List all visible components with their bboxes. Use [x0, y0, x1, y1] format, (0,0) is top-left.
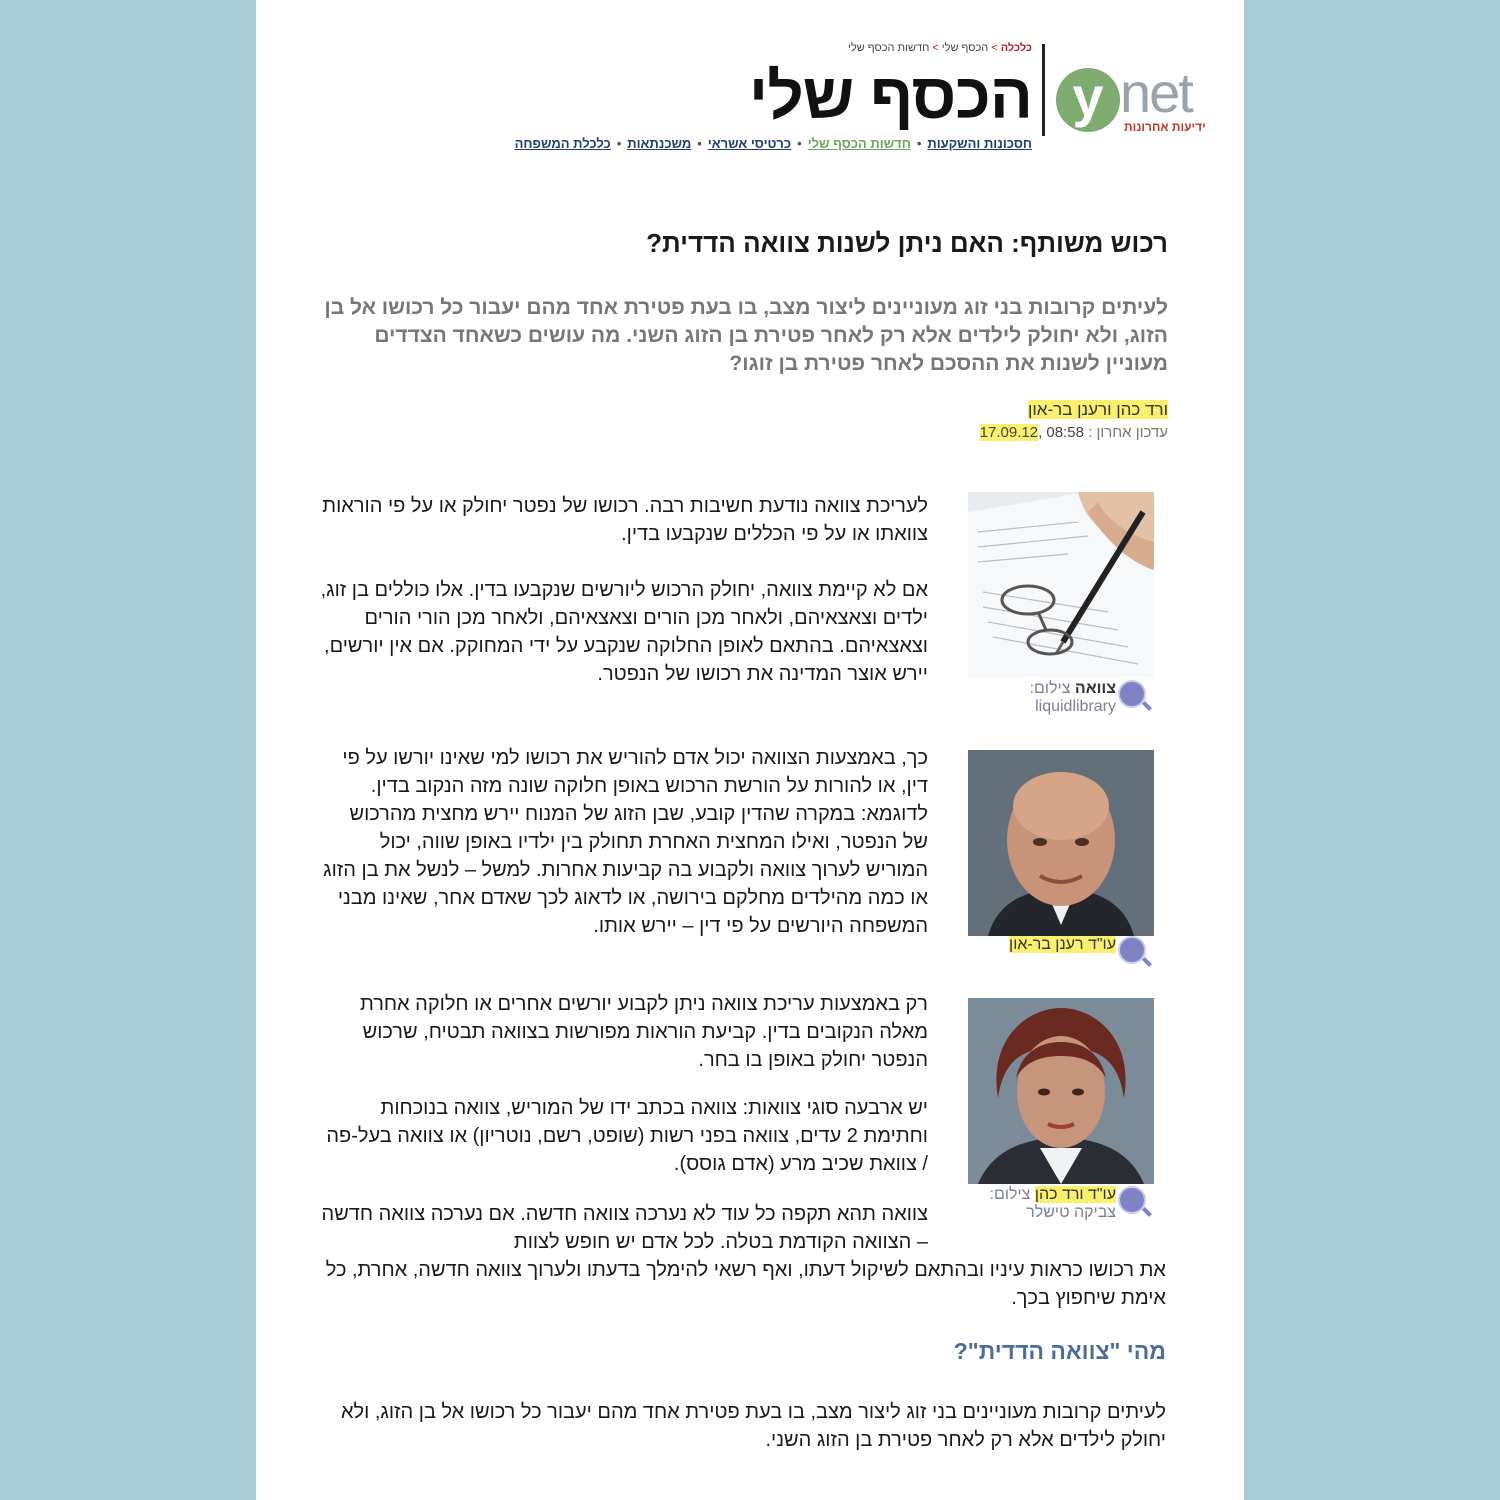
body-paragraph: כך, באמצעות הצוואה יכול אדם להוריש את רכושו למי שאינו יורשו על פי דין, או להורות על הורשת הרכוש באופן חלוקה שונה מזה הנקוב בדין. לדוגמא: במקרה שהדין קובע, שבן הזוג של המנוח יירש מחצית מהרכוש של הנפטר, ואילו המחצית האחרת תחולק בין ילדיו באופן שווה, יכול המוריש לערוך צוואה ולקבוע בה קביעות אחרות. למשל – לנשל את בן הזוג או כמה מהילדים מחלקם בירושה, או לדאוג לכך שאדם אחר, שאינו מבני המשפחה היורשים על פי דין – יירש אותו. [323, 747, 928, 937]
updated-date: 17.09.12 [979, 424, 1039, 441]
nav-savings-investments[interactable]: חסכונות והשקעות [927, 136, 1032, 151]
authors-name[interactable]: ורד כהן ורענן בר-און [1027, 400, 1168, 419]
author-photo-raanan-caption [968, 936, 1158, 954]
breadcrumb [776, 42, 1032, 54]
ynet-logo[interactable] [1056, 61, 1216, 138]
masthead-title: הכסף שלי [748, 60, 1032, 132]
body-paragraph: אם לא קיימת צוואה, יחולק הרכוש ליורשים שנקבעו בדין. אלו כוללים בן זוג, ילדים וצאצאיהם, ולאחר מכן הורים וצאצאיהם, ולאחר מכן הורי הורים וצאצאיהם. בהתאם לאופן החלוקה שנקבע על ידי המחוקק. אם אין יורשים, יירש אוצר המדינה את רכושו של הנפטר. [320, 579, 928, 685]
nav-dot: • [916, 136, 922, 151]
zoom-icon[interactable] [1118, 936, 1146, 964]
breadcrumb-my-money[interactable]: הכסף שלי [941, 42, 989, 54]
article-title: רכוש משותף: האם ניתן לשנות צוואה הדדית? [646, 228, 1168, 258]
caption-name: עו"ד רענן בר-און [1009, 936, 1116, 953]
nav-dot: • [797, 136, 802, 151]
caption-title: צוואה [1074, 680, 1116, 697]
section-heading: מהי "צוואה הדדית"? [953, 1338, 1166, 1364]
caption-name: עו"ד ורד כהן [1034, 1186, 1116, 1203]
breadcrumb-economy[interactable]: כלכלה [1000, 42, 1032, 54]
credit-label: צילום: [1029, 680, 1071, 697]
breadcrumb-separator: > [991, 42, 998, 54]
body-paragraph: צוואה תהא תקפה כל עוד לא נערכה צוואה חדשה. אם נערכה צוואה חדשה – הצוואה הקודמת בטלה. לכל אדם יש חופש לצוות [321, 1203, 928, 1253]
updated-label: עדכון אחרון : [1088, 424, 1168, 441]
photo-credit: liquidlibrary [1035, 698, 1116, 715]
zoom-icon[interactable] [1118, 1186, 1146, 1214]
article-lead: לעיתים קרובות בני זוג מעוניינים ליצור מצב, בו בעת פטירת אחד מהם יעבור כל רכושו אל בן הזוג, ולא יחולק לילדים אלא רק לאחר פטירת בן הזוג השני. מה עושים כשאחד הצדדים מעוניין לשנות את ההסכם לאחר פטירת בן זוגו? [324, 296, 1168, 375]
nav-my-money-news[interactable]: חדשות הכסף שלי [807, 136, 911, 151]
author-photo-vered[interactable] [968, 998, 1154, 1184]
nav-family-economy[interactable]: כלכלת המשפחה [514, 136, 611, 151]
photo-credit: צביקה טישלר [1026, 1204, 1116, 1221]
breadcrumb-my-money-news[interactable]: חדשות הכסף שלי [847, 42, 930, 54]
will-photo-caption [968, 680, 1158, 716]
updated-time: 08:58 , [1038, 424, 1084, 441]
will-photo[interactable] [968, 492, 1154, 678]
zoom-icon[interactable] [1118, 680, 1146, 708]
body-paragraph: לעיתים קרובות מעוניינים בני זוג ליצור מצב, בו בעת פטירת אחד מהם יעבור כל רכושו אל בן הזוג, ולא יחולק לילדים אלא רק לאחר פטירת בן הזוג השני. [340, 1401, 1166, 1451]
credit-label: צילום: [989, 1186, 1031, 1203]
logo-net-text: net [1120, 61, 1192, 124]
body-paragraph: רק באמצעות עריכת צוואה ניתן לקבוע יורשים אחרים או חלוקה אחרת מאלה הנקובים בדין. קביעת הוראות מפורשות בצוואה תבטיח, שרכוש הנפטר יחולק באופן בו בחר. [359, 993, 928, 1071]
nav-mortgages[interactable]: משכנתאות [627, 136, 692, 151]
article-page [256, 0, 1244, 1500]
author-photo-vered-caption [968, 1186, 1158, 1222]
logo-subtitle: ידיעות אחרונות [1124, 120, 1206, 134]
author-photo-raanan[interactable] [968, 750, 1154, 936]
breadcrumb-separator: > [932, 42, 939, 54]
masthead-divider [1042, 44, 1045, 136]
body-paragraph: את רכושו כראות עיניו ובהתאם לשיקול דעתו, ואף רשאי להימלך בדעתו ולערוך צוואה חדשה, אחרת, כל אימת שיחפוץ בכך. [325, 1259, 1166, 1309]
last-updated [316, 424, 1168, 441]
byline [316, 400, 1168, 420]
nav-credit-cards[interactable]: כרטיסי אשראי [707, 136, 792, 151]
nav-dot: • [616, 136, 622, 151]
section-nav [484, 136, 1032, 151]
nav-dot: • [697, 136, 702, 151]
body-paragraph: יש ארבעה סוגי צוואות: צוואה בכתב ידו של המוריש, צוואה בנוכחות וחתימת 2 עדים, צוואה בפני רשות (שופט, רשם, נוטריון) או צוואה בעל-פה / צוואת שכיב מרע (אדם גוסס). [326, 1097, 928, 1175]
logo-y-circle: y [1056, 68, 1120, 132]
body-paragraph: לעריכת צוואה נודעת חשיבות רבה. רכושו של נפטר יחולק או על פי הוראות צוואתו או על פי הכללים שנקבעו בדין. [322, 495, 928, 545]
